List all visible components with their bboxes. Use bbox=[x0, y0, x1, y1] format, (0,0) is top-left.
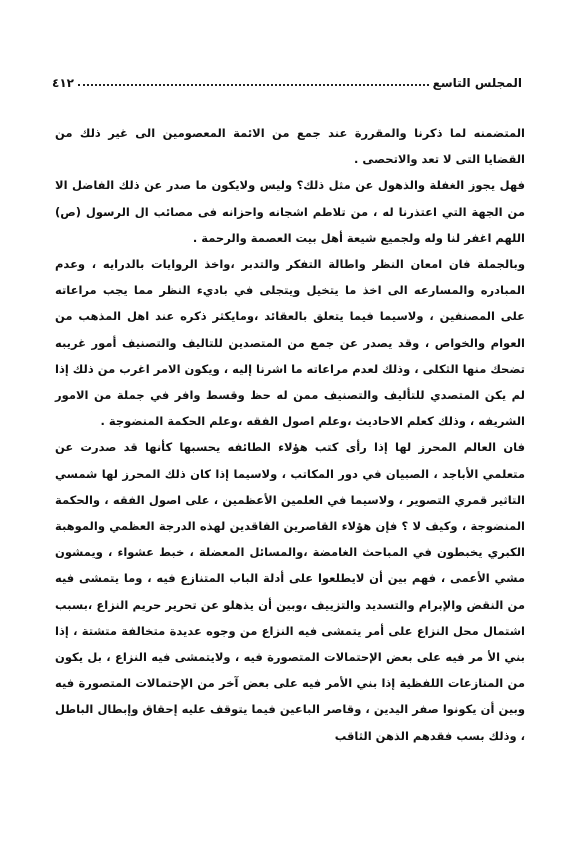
running-title: المجلس التاسع bbox=[432, 76, 522, 90]
page-number: ٤١٢ bbox=[52, 76, 74, 90]
paragraph-1: المتضمنه لما ذكرنا والمقررة عند جمع من الائمة المعصومين الى غير ذلك من القضايا التى لا تعد والاتحصى . bbox=[55, 126, 525, 167]
header-dotted-leader bbox=[78, 84, 429, 86]
body-text bbox=[55, 120, 525, 749]
paragraph-4: فان العالم المحرز لها إذا رأى كتب هؤلاء الطائفه يحسبها كأنها قد صدرت عن متعلمي الأباجد ، الصبيان في دور المكاتب ، ولاسيما إذا كان ذلك المحرز لها شمسي التاثير قمري التصوير ، ولاسيما في العلمين الأعظمين ، على اصول الفقه ، والحكمة المنضوجة ، وكيف لا ؟ فإن هؤلاء القاصرين الفاقدين لهذه الدرجة العظمي والموهبة الكبري يخبطون في المباحث الغامضة ،والمسائل المعضلة ، خبط عشواء ، ويمشون مشي الأعمى ، فهم بين أن لايطلعوا على أدلة الباب المتنازع فيه ، وما يتمشى فيه من النقض والإبرام والتسديد والتزييف ،وبين أن يذهلو عن تحرير حريم النزاع ،بسبب اشتمال محل النزاع على أمر يتمشى فيه النزاع من وجوه عديدة متخالفة متشتة ، إذا بني الأ مر فيه على بعض الإحتمالات المتصورة فيه ، ولايتمشى فيه النزاع ، بل يكون من المنازعات اللفظية إذا بني الأمر فيه على بعض آخر من الإحتمالات المتصورة فيه وبين أن يكونوا صفر اليدين ، وقاصر الباعين فيما يتوقف عليه إحقاق وإبطال الباطل ، وذلك بسب فقدهم الذهن الثاقب bbox=[55, 440, 525, 743]
paragraph-2: فهل يجوز الغفلة والذهول عن مثل ذلك؟ وليس ولايكون ما صدر عن ذلك الفاضل الا من الجهة التي اعتذرنا له ، من تلاطم اشجانه واحزانه فى مصائب ال الرسول (ص) اللهم اغفر لنا وله ولجميع شيعة أهل بيت العصمة والرحمة . bbox=[55, 178, 525, 245]
paragraph-3: وبالجملة فان امعان النظر واطالة التفكر والتدبر ،واخذ الروايات بالدرايه ، وعدم المبادره والمسارعه الى اخذ ما يتخيل ويتجلى في باديء النظر مما يجب مراعاته على المصنفين ، ولاسيما فيما يتعلق بالعقائد ،ومايكثر ذكره عند اهل المذهب من العوام والخواص ، وقد يصدر عن جمع من المتصدين للتاليف والتصنيف أمور غريبه تضحك منها الثكلى ، وذلك لعدم مراعاته ما اشرنا إليه ، ويكون الامر اغرب من ذلك إذا لم يكن المتصدي للتأليف والتصنيف ممن له حظ وقسط وافر في جملة من الامور الشريفه ، وذلك كعلم الاحاديث ،وعلم اصول الفقه ،وعلم الحكمة المنضوجة . bbox=[55, 257, 525, 429]
page-header bbox=[52, 68, 522, 90]
